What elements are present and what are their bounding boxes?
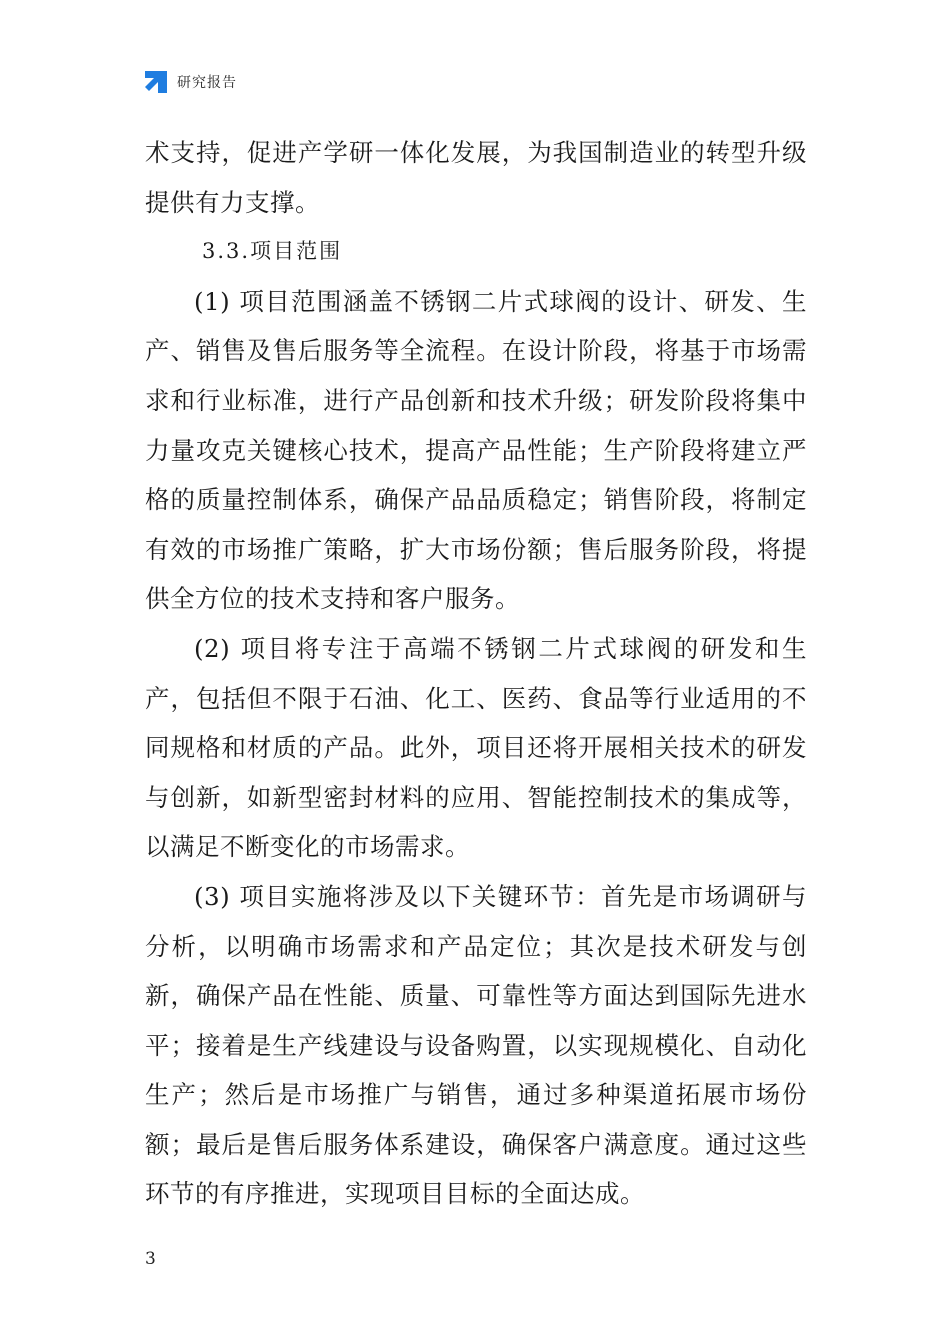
arrow-logo-icon (143, 69, 169, 95)
document-body (145, 128, 807, 1219)
page-number: 3 (145, 1249, 156, 1269)
header-title: 研究报告 (177, 75, 237, 91)
paragraph-1: (1) 项目范围涵盖不锈钢二片式球阀的设计、研发、生产、销售及售后服务等全流程。在设计阶段，将基于市场需求和行业标准，进行产品创新和技术升级；研发阶段将集中力量攻克关键核心技术，提高产品性能；生产阶段将建立严格的质量控制体系，确保产品品质稳定；销售阶段，将制定有效的市场推广策略，扩大市场份额；售后服务阶段，将提供全方位的技术支持和客户服务。 (145, 286, 807, 614)
paragraph-3: (3) 项目实施将涉及以下关键环节：首先是市场调研与分析，以明确市场需求和产品定位；其次是技术研发与创新，确保产品在性能、质量、可靠性等方面达到国际先进水平；接着是生产线建设与设备购置，以实现规模化、自动化生产；然后是市场推广与销售，通过多种渠道拓展市场份额；最后是售后服务体系建设，确保客户满意度。通过这些环节的有序推进，实现项目目标的全面达成。 (145, 881, 807, 1209)
paragraph-continuation: 术支持，促进产学研一体化发展，为我国制造业的转型升级提供有力支撑。 (145, 138, 807, 217)
paragraph-2: (2) 项目将专注于高端不锈钢二片式球阀的研发和生产，包括但不限于石油、化工、医药、食品等行业适用的不同规格和材质的产品。此外，项目还将开展相关技术的研发与创新，如新型密封材料的应用、智能控制技术的集成等，以满足不断变化的市场需求。 (145, 633, 807, 862)
page-header (143, 68, 237, 96)
section-heading: 3.3.项目范围 (202, 239, 343, 264)
